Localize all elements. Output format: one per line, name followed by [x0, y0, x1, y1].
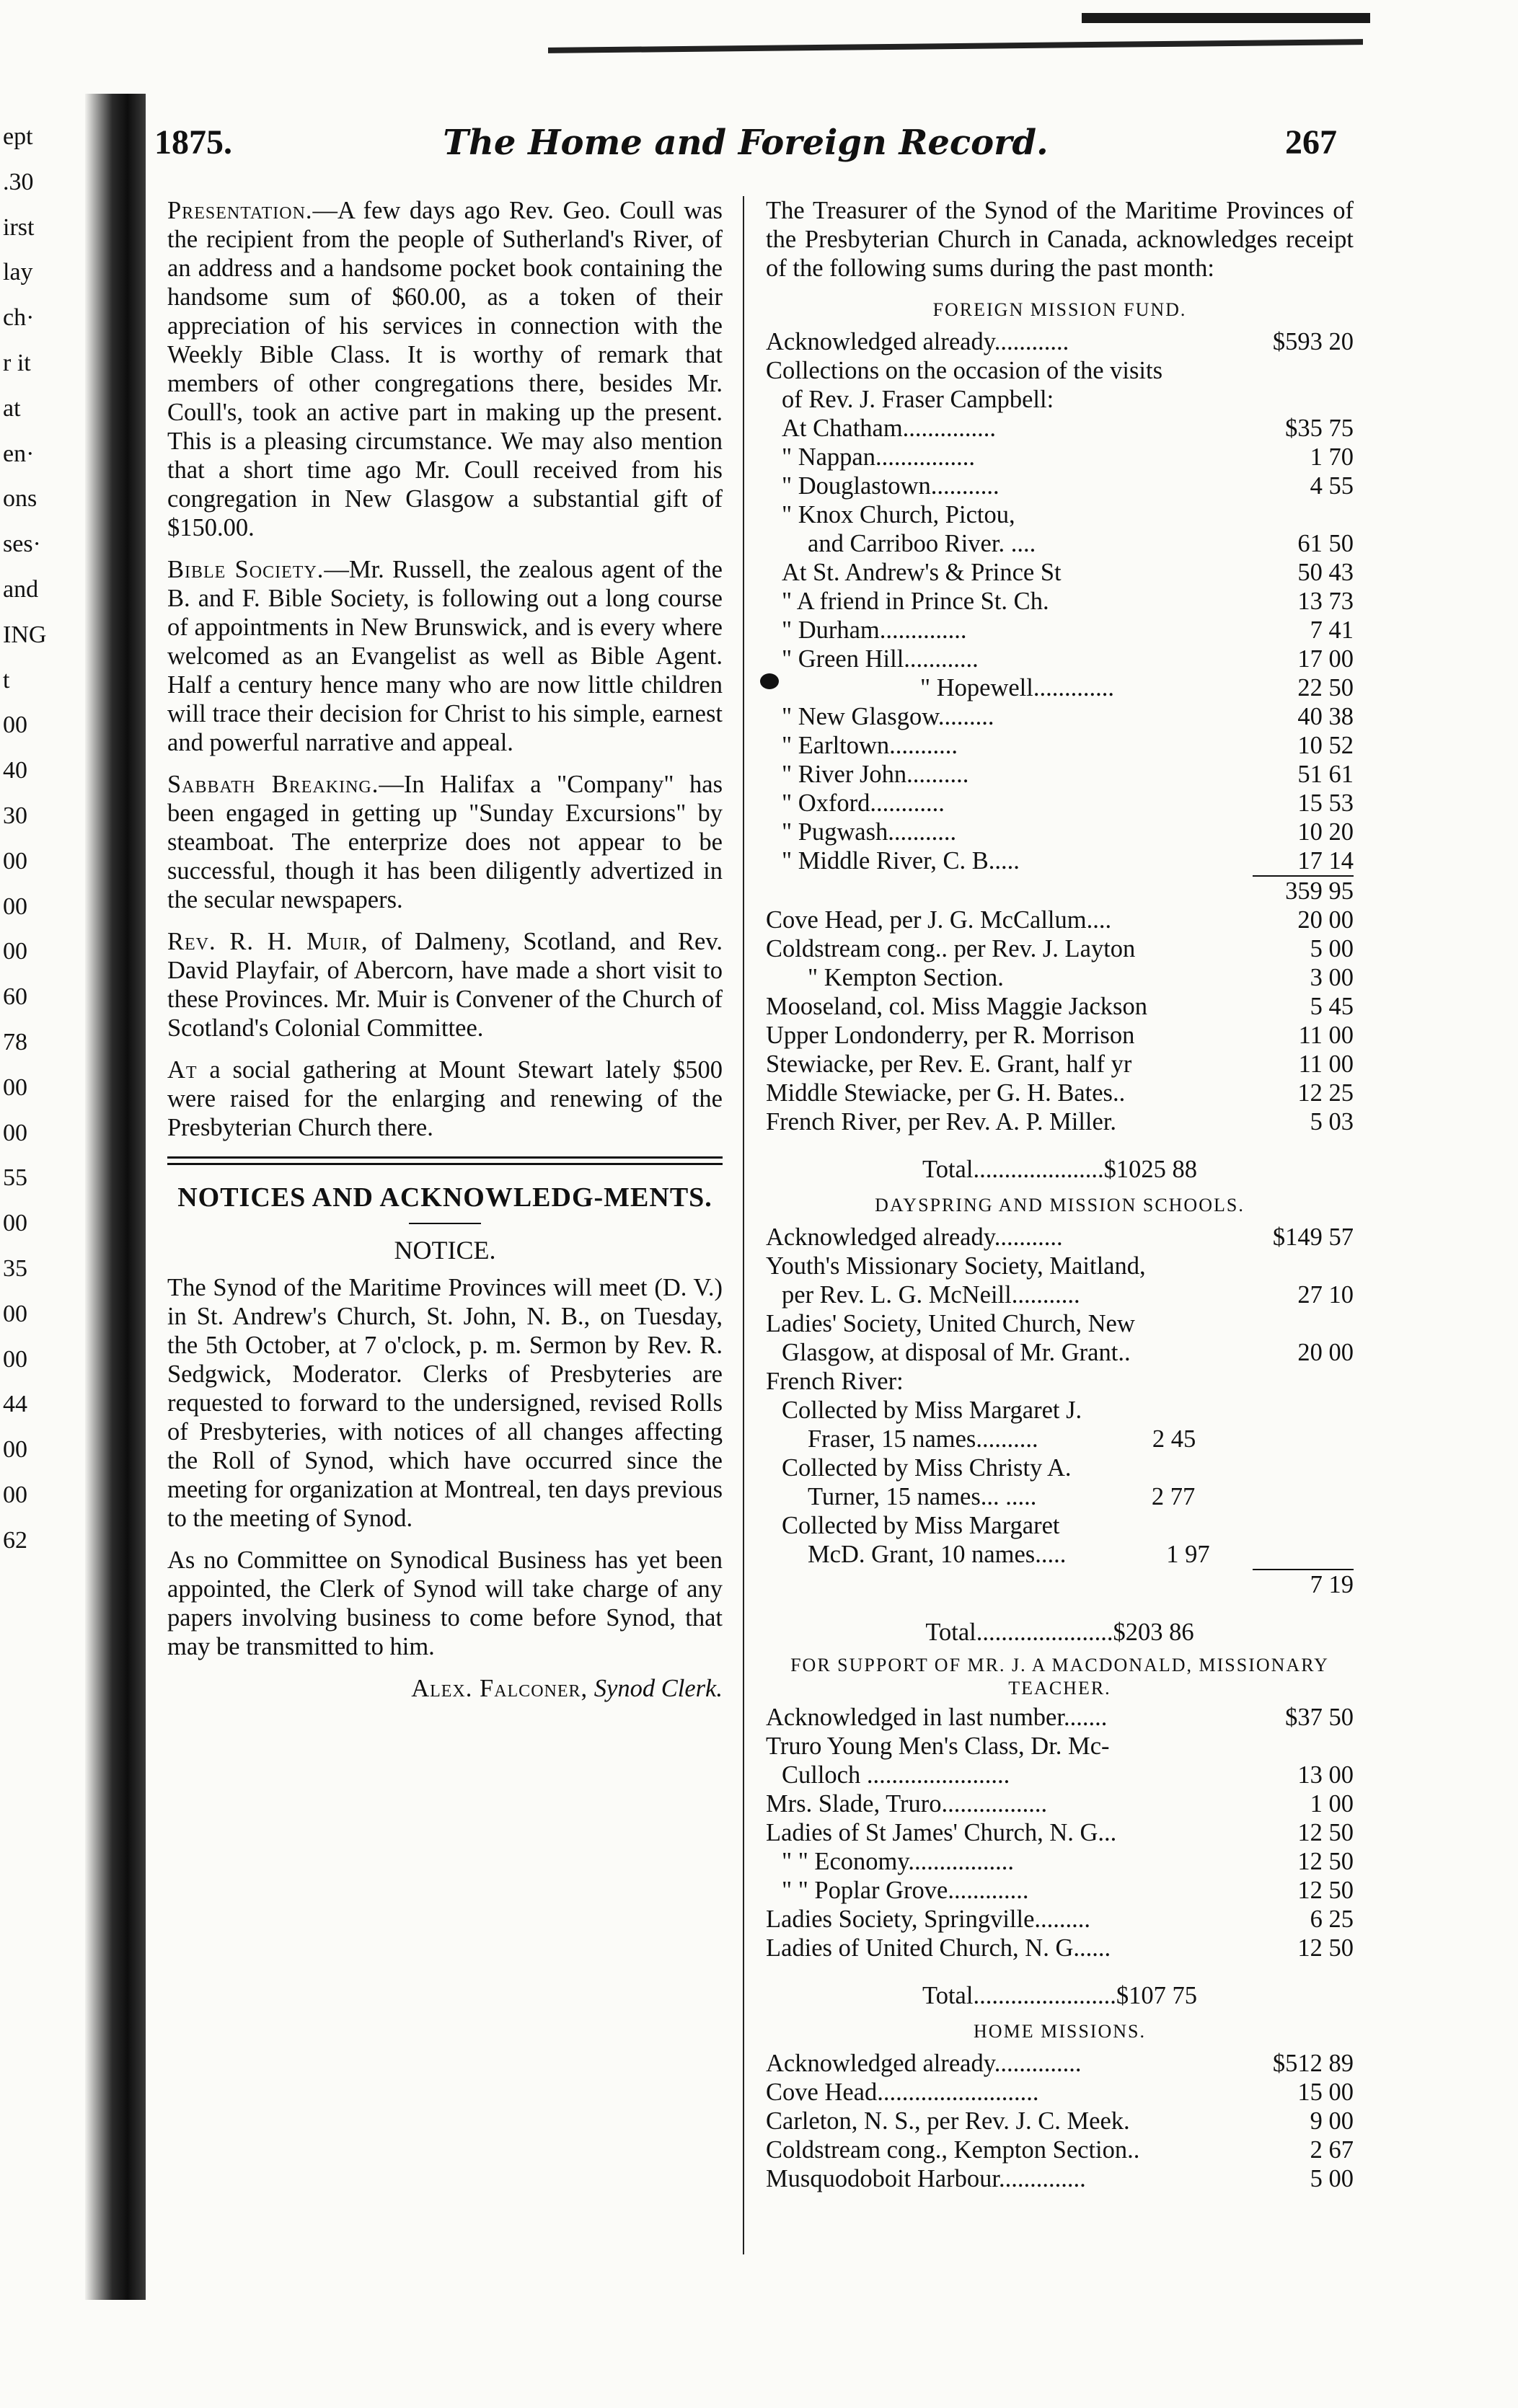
running-header — [154, 123, 1337, 173]
notice-title: NOTICE. — [394, 1236, 496, 1265]
margin-fragment: 00 — [3, 1119, 27, 1146]
page-binding-shadow — [85, 94, 146, 2300]
margin-fragment: ons — [3, 485, 37, 513]
ledger-line: " Kempton Section. 3 00 — [808, 964, 1354, 991]
margin-fragment: t — [3, 666, 10, 694]
ledger-text: Collected by Miss Margaret J. — [782, 1396, 1082, 1424]
ledger-line: Mrs. Slade, Truro................. 1 00 — [766, 1790, 1354, 1818]
notice-paragraph-1: The Synod of the Maritime Provinces will meet (D. V.) in St. Andrew's Church, St. John, N. B., on Tuesday, the 5th October, at 7 o'clock, p. m. Sermon by Rev. R. Sedgwick, Moderator. Clerks of Presbyteries are requested to forward to the undersigned, revised Rolls of Presbyteries, with notices of all changes affecting the Roll of Synod, which have occurred since the meeting for organization at Montreal, ten days previous to the meeting of Synod. — [167, 1274, 723, 1532]
margin-fragment: 40 — [3, 757, 27, 784]
scan-artifact-line — [548, 39, 1363, 53]
scan-artifact-top — [1082, 13, 1370, 23]
dayspring-total: Total......................$203 86 — [925, 1619, 1194, 1646]
macdonald-total: Total.......................$107 75 — [922, 1982, 1197, 2009]
ledger-line: Acknowledged in last number....... $37 50 — [766, 1704, 1354, 1731]
ledger-line: Fraser, 15 names.......... 2 45 — [808, 1425, 1196, 1453]
ledger-line: " Knox Church, Pictou, — [782, 501, 1015, 528]
sabbath-paragraph: Sabbath Breaking.—In Halifax a "Company" has been engaged in getting up "Sunday Excursions" by steamboat. The enterprize does not appear to be successful, though it has been diligently advertized in the secular newspapers. — [167, 771, 723, 913]
ledger-line: Cove Head, per J. G. McCallum.... 20 00 — [766, 906, 1354, 934]
foreign-total: Total.....................$1025 88 — [922, 1156, 1197, 1183]
ledger-line: Truro Young Men's Class, Dr. Mc- — [766, 1732, 1110, 1760]
ledger-line: " " Poplar Grove............. 12 50 — [782, 1877, 1354, 1904]
margin-fragment: 60 — [3, 983, 27, 1011]
margin-fragment: 00 — [3, 1300, 27, 1327]
margin-fragment: 00 — [3, 1345, 27, 1373]
ledger-line: Coldstream cong.. per Rev. J. Layton 5 00 — [766, 935, 1354, 962]
ledger-line: " Douglastown........... 4 55 — [782, 472, 1354, 500]
ledger-text: French River: — [766, 1368, 904, 1395]
adjacent-page-margin — [3, 123, 84, 1572]
margin-fragment: and — [3, 575, 39, 603]
bible-society-head: Bible Society. — [167, 556, 325, 583]
header-title: The Home and Foreign Record. — [443, 123, 1049, 163]
home-missions-items — [766, 2049, 1354, 2193]
ledger-line: Ladies of St James' Church, N. G... 12 50 — [766, 1819, 1354, 1846]
margin-fragment: 00 — [3, 847, 27, 875]
signature: Alex. Falconer, Synod Clerk. — [411, 1675, 723, 1702]
ledger-line: per Rev. L. G. McNeill........... 27 10 — [782, 1281, 1354, 1309]
margin-fragment: 00 — [3, 938, 27, 965]
margin-fragment: 00 — [3, 1210, 27, 1237]
ledger-line: " Durham.............. 7 41 — [782, 616, 1354, 644]
margin-fragment: .30 — [3, 168, 34, 195]
margin-fragment: 44 — [3, 1391, 27, 1418]
foreign-mission-title: FOREIGN MISSION FUND. — [932, 299, 1187, 320]
ledger-line: At St. Andrew's & Prince St 50 43 — [782, 559, 1354, 586]
margin-fragment: ING — [3, 621, 47, 648]
ledger-line: " Nappan................ 1 70 — [782, 443, 1354, 471]
ledger-line: Cove Head.......................... 15 00 — [766, 2079, 1354, 2106]
muir-paragraph: Rev. R. H. Muir, of Dalmeny, Scotland, and Rev. David Playfair, of Abercorn, have made a short visit to these Provinces. Mr. Muir is Convener of the Church of Scotland's Colonial Committee. — [167, 928, 723, 1042]
ledger-line: Turner, 15 names... ..... 2 77 — [808, 1483, 1196, 1510]
margin-fragment: 62 — [3, 1526, 27, 1554]
margin-fragment: ses· — [3, 531, 41, 558]
margin-fragment: 78 — [3, 1028, 27, 1055]
foreign-more-items — [766, 906, 1354, 1136]
margin-fragment: at — [3, 394, 21, 422]
ledger-line: Upper Londonderry, per R. Morrison 11 00 — [766, 1022, 1354, 1049]
macdonald-items — [766, 1703, 1354, 1962]
ledger-line: Acknowledged already.............. $512 89 — [766, 2050, 1354, 2077]
ledger-line: " " Economy................. 12 50 — [782, 1848, 1354, 1875]
bible-society-paragraph: Bible Society.—Mr. Russell, the zealous agent of the B. and F. Bible Society, is following out a long course of appointments in New Brunswick, and is every where welcomed as an Evangelist as well as Bible Agent. Half a century hence many who are now little children will trace their decision for Christ to his simple, earnest and powerful narrative and appeal. — [167, 556, 723, 756]
treasurer-intro: The Treasurer of the Synod of the Maritime Provinces of the Presbyterian Church in Canada, acknowledges receipt of the following sums during the past month: — [766, 197, 1354, 282]
muir-head: Rev. R. H. Muir, — [167, 928, 369, 955]
margin-fragment: 35 — [3, 1254, 27, 1282]
dayspring-title: DAYSPRING AND MISSION SCHOOLS. — [875, 1195, 1245, 1216]
ledger-line: Acknowledged already............ $593 20 — [766, 328, 1354, 355]
ledger-text: Collections on the occasion of the visits — [766, 357, 1162, 384]
presentation-paragraph: Presentation.—A few days ago Rev. Geo. Coull was the recipient from the people of Sutherland's River, of an address and a handsome pocket book containing the handsome sum of $60.00, as a token of their appreciation of his services in connection with the Weekly Bible Class. It is worthy of remark that members of other congregations there, besides Mr. Coull's, took an active part in making up the present. This is a pleasing circumstance. We may also mention that a short time ago Mr. Coull received from his congregation in New Glasgow a substantial gift of $150.00. — [167, 197, 723, 541]
notice-paragraph-2: As no Committee on Synodical Business has yet been appointed, the Clerk of Synod will take charge of any papers involving business to come before Synod, that may be transmitted to him. — [167, 1546, 723, 1660]
margin-fragment: ept — [3, 123, 33, 150]
margin-fragment: irst — [3, 213, 35, 241]
ledger-line: Culloch ....................... 13 00 — [782, 1761, 1354, 1789]
margin-fragment: en· — [3, 440, 35, 467]
ledger-text: Collected by Miss Christy A. — [782, 1454, 1072, 1482]
ledger-line: " New Glasgow......... 40 38 — [782, 703, 1354, 730]
ledger-line: Coldstream cong., Kempton Section.. 2 67 — [766, 2136, 1354, 2164]
margin-fragment: ch· — [3, 304, 35, 332]
ledger-line: " A friend in Prince St. Ch. 13 73 — [782, 588, 1354, 615]
margin-fragment: 55 — [3, 1164, 27, 1192]
notices-heading: NOTICES AND ACKNOWLEDG-MENTS. — [177, 1182, 712, 1213]
margin-fragment: lay — [3, 259, 33, 286]
ledger-subtotal: 7 19 — [766, 1569, 1354, 1599]
ledger-line: Stewiacke, per Rev. E. Grant, half yr 11 00 — [766, 1050, 1354, 1078]
header-year: 1875. — [154, 123, 232, 161]
margin-fragment: 00 — [3, 1074, 27, 1101]
margin-fragment: 00 — [3, 712, 27, 739]
ledger-line: " Middle River, C. B..... 17 14 — [782, 847, 1354, 875]
sabbath-head: Sabbath Breaking. — [167, 771, 379, 798]
short-rule — [409, 1223, 481, 1224]
ledger-line: Ladies of United Church, N. G...... 12 50 — [766, 1934, 1354, 1962]
ledger-text: Collected by Miss Margaret — [782, 1512, 1060, 1539]
page-number: 267 — [1285, 123, 1337, 161]
ledger-line: " Oxford............ 15 53 — [782, 789, 1354, 817]
margin-fragment: r it — [3, 349, 31, 376]
social-paragraph: At a social gathering at Mount Stewart lately $500 were raised for the enlarging and renewing of the Presbyterian Church there. — [167, 1056, 723, 1141]
section-double-rule — [167, 1156, 723, 1165]
margin-fragment: 00 — [3, 1436, 27, 1464]
ledger-text: of Rev. J. Fraser Campbell: — [782, 386, 1054, 413]
ledger-line: " Hopewell............. 22 50 — [766, 673, 1354, 702]
ledger-line: Acknowledged already........... $149 57 — [766, 1223, 1354, 1251]
ledger-line: " Pugwash........... 10 20 — [782, 818, 1354, 846]
column-divider — [743, 196, 744, 2254]
ledger-text: Ladies' Society, United Church, New — [766, 1310, 1135, 1337]
ledger-line: " Green Hill............ 17 00 — [782, 645, 1354, 673]
margin-fragment: 00 — [3, 893, 27, 920]
ledger-line: Carleton, N. S., per Rev. J. C. Meek. 9 00 — [766, 2107, 1354, 2135]
home-missions-title: HOME MISSIONS. — [974, 2021, 1146, 2042]
ledger-line: and Carriboo River. .... 61 50 — [808, 530, 1354, 557]
ink-blot-mark — [760, 673, 779, 689]
ledger-line: Glasgow, at disposal of Mr. Grant.. 20 00 — [782, 1339, 1354, 1366]
ledger-line: McD. Grant, 10 names..... 1 97 — [808, 1541, 1210, 1568]
margin-fragment: 30 — [3, 802, 27, 829]
ledger-line: " Earltown........... 10 52 — [782, 732, 1354, 759]
ledger-line: Musquodoboit Harbour.............. 5 00 — [766, 2165, 1354, 2192]
ledger-subtotal: 359 95 — [766, 875, 1354, 906]
social-head: At — [167, 1056, 198, 1084]
left-column — [167, 196, 723, 1703]
ledger-line: At Chatham............... $35 75 — [782, 415, 1354, 442]
margin-fragment: 00 — [3, 1481, 27, 1508]
presentation-head: Presentation. — [167, 197, 313, 224]
ledger-line: French River, per Rev. A. P. Miller. 5 03 — [766, 1108, 1354, 1136]
ledger-line: Mooseland, col. Miss Maggie Jackson 5 45 — [766, 993, 1354, 1020]
foreign-items — [766, 414, 1354, 875]
ledger-line: Ladies Society, Springville......... 6 25 — [766, 1905, 1354, 1933]
right-column — [766, 196, 1354, 2193]
ledger-line: Middle Stewiacke, per G. H. Bates.. 12 25 — [766, 1079, 1354, 1107]
ledger-text: Youth's Missionary Society, Maitland, — [766, 1252, 1146, 1280]
ledger-line: " River John.......... 51 61 — [782, 761, 1354, 788]
macdonald-title: FOR SUPPORT OF MR. J. A MACDONALD, MISSIONARY TEACHER. — [790, 1655, 1329, 1699]
